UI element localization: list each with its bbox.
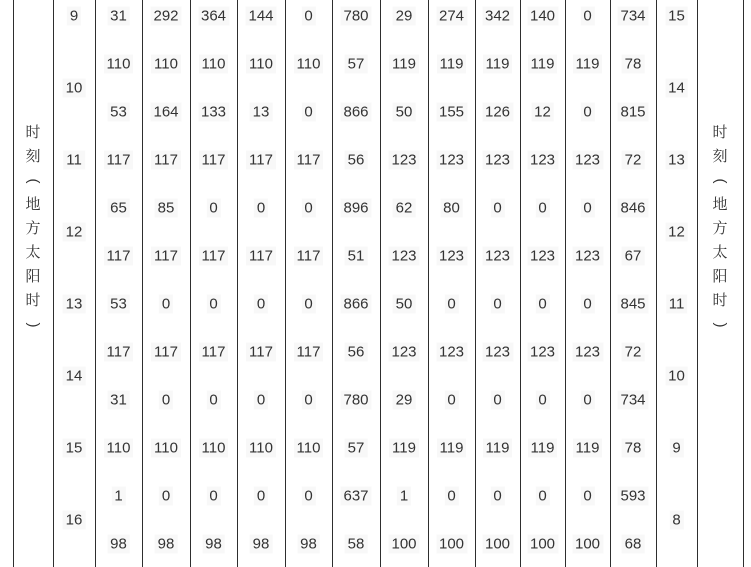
grid-line bbox=[190, 0, 191, 567]
grid-line bbox=[332, 0, 333, 567]
table-cell: 123 bbox=[388, 247, 419, 266]
grid-line bbox=[95, 0, 96, 567]
axis-char: 刻 bbox=[25, 148, 41, 165]
table-cell: 110 bbox=[151, 439, 181, 458]
table-cell: 292 bbox=[150, 7, 181, 26]
table-cell: 117 bbox=[104, 151, 134, 170]
table-cell: 123 bbox=[527, 343, 558, 362]
table-cell: 274 bbox=[436, 7, 467, 26]
table-cell: 119 bbox=[437, 439, 467, 458]
table-cell: 85 bbox=[155, 199, 178, 218]
table-cell: 110 bbox=[246, 55, 276, 74]
axis-char: 地 bbox=[712, 196, 728, 213]
table-cell: 57 bbox=[345, 439, 368, 458]
table-cell: 0 bbox=[254, 391, 268, 410]
grid-line bbox=[656, 0, 657, 567]
table-cell: 0 bbox=[535, 487, 549, 506]
table-cell: 780 bbox=[340, 7, 371, 26]
table-cell: 0 bbox=[535, 295, 549, 314]
hour-label: 12 bbox=[665, 223, 688, 242]
table-cell: 117 bbox=[104, 247, 134, 266]
grid-line bbox=[13, 0, 14, 567]
table-cell: 110 bbox=[294, 55, 324, 74]
table-cell: 51 bbox=[345, 247, 368, 266]
table-cell: 123 bbox=[436, 151, 467, 170]
table-cell: 117 bbox=[151, 343, 181, 362]
table-cell: 78 bbox=[622, 439, 645, 458]
table-cell: 155 bbox=[436, 103, 467, 122]
table-cell: 68 bbox=[622, 535, 645, 554]
grid-line bbox=[610, 0, 611, 567]
table-cell: 0 bbox=[206, 295, 220, 314]
axis-char: ) bbox=[712, 322, 729, 328]
table-cell: 100 bbox=[527, 535, 558, 554]
table-cell: 896 bbox=[340, 199, 371, 218]
table-cell: 123 bbox=[388, 151, 419, 170]
hour-label: 9 bbox=[67, 7, 81, 26]
table-cell: 72 bbox=[622, 343, 645, 362]
table-cell: 123 bbox=[482, 247, 513, 266]
table-cell: 0 bbox=[444, 295, 458, 314]
table-cell: 119 bbox=[528, 55, 558, 74]
table-cell: 866 bbox=[340, 295, 371, 314]
table-cell: 119 bbox=[573, 439, 603, 458]
grid-line bbox=[697, 0, 698, 567]
table-cell: 364 bbox=[198, 7, 229, 26]
table-cell: 119 bbox=[389, 439, 419, 458]
table-cell: 164 bbox=[150, 103, 181, 122]
table-cell: 140 bbox=[527, 7, 558, 26]
hour-label: 8 bbox=[669, 511, 683, 530]
table-cell: 110 bbox=[104, 439, 134, 458]
grid-line bbox=[743, 0, 744, 567]
left-axis-vertical-label bbox=[24, 121, 42, 337]
table-cell: 117 bbox=[294, 343, 324, 362]
table-cell: 0 bbox=[444, 391, 458, 410]
table-cell: 12 bbox=[531, 103, 554, 122]
axis-char: 阳 bbox=[25, 268, 41, 285]
table-cell: 56 bbox=[345, 151, 368, 170]
table-cell: 31 bbox=[107, 391, 130, 410]
table-cell: 56 bbox=[345, 343, 368, 362]
table-cell: 0 bbox=[301, 295, 315, 314]
table-cell: 0 bbox=[535, 199, 549, 218]
table-cell: 98 bbox=[107, 535, 130, 554]
table-cell: 98 bbox=[155, 535, 178, 554]
grid-line bbox=[475, 0, 476, 567]
table-cell: 117 bbox=[246, 343, 276, 362]
axis-char: ( bbox=[712, 178, 729, 184]
axis-char: 地 bbox=[25, 196, 41, 213]
table-cell: 119 bbox=[528, 439, 558, 458]
hour-label: 14 bbox=[63, 367, 86, 386]
table-cell: 57 bbox=[345, 55, 368, 74]
table-cell: 593 bbox=[617, 487, 648, 506]
right-axis-vertical-label bbox=[711, 121, 729, 337]
grid-line bbox=[53, 0, 54, 567]
table-cell: 100 bbox=[436, 535, 467, 554]
table-cell: 119 bbox=[437, 55, 467, 74]
table-cell: 119 bbox=[389, 55, 419, 74]
table-cell: 0 bbox=[206, 199, 220, 218]
table-cell: 110 bbox=[151, 55, 181, 74]
table-cell: 734 bbox=[617, 391, 648, 410]
table-cell: 123 bbox=[572, 247, 603, 266]
table-cell: 0 bbox=[206, 487, 220, 506]
table-cell: 0 bbox=[580, 487, 594, 506]
table-cell: 117 bbox=[199, 247, 229, 266]
table-cell: 0 bbox=[254, 295, 268, 314]
table-cell: 98 bbox=[297, 535, 320, 554]
table-cell: 117 bbox=[199, 343, 229, 362]
table-cell: 100 bbox=[388, 535, 419, 554]
table-cell: 119 bbox=[483, 55, 513, 74]
hour-label: 10 bbox=[665, 367, 688, 386]
axis-char: ( bbox=[25, 178, 42, 184]
table-cell: 119 bbox=[573, 55, 603, 74]
table-cell: 117 bbox=[151, 247, 181, 266]
table-cell: 0 bbox=[159, 391, 173, 410]
table-cell: 80 bbox=[440, 199, 463, 218]
table-cell: 13 bbox=[250, 103, 273, 122]
table-cell: 342 bbox=[482, 7, 513, 26]
table-cell: 117 bbox=[294, 247, 324, 266]
axis-char: 太 bbox=[712, 244, 728, 261]
table-cell: 0 bbox=[444, 487, 458, 506]
hour-label: 12 bbox=[63, 223, 86, 242]
axis-char: 时 bbox=[712, 124, 728, 141]
axis-char: 刻 bbox=[712, 148, 728, 165]
hour-label: 9 bbox=[669, 439, 683, 458]
table-cell: 0 bbox=[580, 103, 594, 122]
hour-label: 13 bbox=[63, 295, 86, 314]
table-cell: 123 bbox=[572, 343, 603, 362]
table-cell: 117 bbox=[294, 151, 324, 170]
table-cell: 0 bbox=[490, 199, 504, 218]
table-cell: 67 bbox=[622, 247, 645, 266]
table-cell: 0 bbox=[254, 487, 268, 506]
table-cell: 117 bbox=[246, 151, 276, 170]
table-cell: 110 bbox=[199, 55, 229, 74]
table-cell: 0 bbox=[301, 487, 315, 506]
table-cell: 72 bbox=[622, 151, 645, 170]
table-cell: 845 bbox=[617, 295, 648, 314]
table-cell: 144 bbox=[245, 7, 276, 26]
table-cell: 866 bbox=[340, 103, 371, 122]
hour-label: 15 bbox=[63, 439, 86, 458]
table-cell: 0 bbox=[580, 7, 594, 26]
hour-label: 11 bbox=[666, 295, 688, 314]
grid-line bbox=[565, 0, 566, 567]
table-cell: 0 bbox=[490, 391, 504, 410]
table-cell: 780 bbox=[340, 391, 371, 410]
axis-char: 阳 bbox=[712, 268, 728, 285]
hour-label: 11 bbox=[63, 151, 85, 170]
table-cell: 123 bbox=[482, 343, 513, 362]
table-cell: 0 bbox=[535, 391, 549, 410]
hour-label: 14 bbox=[665, 79, 688, 98]
table-cell: 50 bbox=[393, 295, 416, 314]
table-cell: 123 bbox=[572, 151, 603, 170]
table-cell: 0 bbox=[301, 103, 315, 122]
table-cell: 0 bbox=[490, 295, 504, 314]
axis-char: ) bbox=[25, 322, 42, 328]
table-cell: 117 bbox=[151, 151, 181, 170]
table-cell: 65 bbox=[107, 199, 130, 218]
table-cell: 98 bbox=[250, 535, 273, 554]
table-cell: 133 bbox=[198, 103, 229, 122]
table-cell: 0 bbox=[580, 295, 594, 314]
table-cell: 53 bbox=[107, 295, 130, 314]
table-cell: 98 bbox=[202, 535, 225, 554]
table-cell: 0 bbox=[301, 7, 315, 26]
table-cell: 78 bbox=[622, 55, 645, 74]
table-cell: 0 bbox=[206, 391, 220, 410]
table-cell: 846 bbox=[617, 199, 648, 218]
table-cell: 100 bbox=[572, 535, 603, 554]
grid-line bbox=[380, 0, 381, 567]
table-cell: 53 bbox=[107, 103, 130, 122]
table-cell: 0 bbox=[254, 199, 268, 218]
table-cell: 110 bbox=[246, 439, 276, 458]
table-cell: 123 bbox=[388, 343, 419, 362]
table-cell: 119 bbox=[483, 439, 513, 458]
table-cell: 110 bbox=[104, 55, 134, 74]
hour-label: 10 bbox=[63, 79, 86, 98]
axis-char: 时 bbox=[25, 124, 41, 141]
grid-line bbox=[428, 0, 429, 567]
axis-char: 太 bbox=[25, 244, 41, 261]
table-cell: 0 bbox=[580, 391, 594, 410]
table-cell: 123 bbox=[436, 247, 467, 266]
table-cell: 637 bbox=[340, 487, 371, 506]
grid-line bbox=[237, 0, 238, 567]
table-cell: 0 bbox=[159, 295, 173, 314]
hour-label: 13 bbox=[665, 151, 688, 170]
axis-char: 方 bbox=[25, 220, 41, 237]
table-cell: 123 bbox=[527, 247, 558, 266]
grid-line bbox=[520, 0, 521, 567]
table-cell: 0 bbox=[159, 487, 173, 506]
hour-label: 16 bbox=[63, 511, 86, 530]
grid-line bbox=[142, 0, 143, 567]
table-cell: 58 bbox=[345, 535, 368, 554]
axis-char: 时 bbox=[712, 292, 728, 309]
table-cell: 110 bbox=[294, 439, 324, 458]
axis-char: 方 bbox=[712, 220, 728, 237]
table-cell: 126 bbox=[482, 103, 513, 122]
table-cell: 0 bbox=[580, 199, 594, 218]
table-cell: 123 bbox=[436, 343, 467, 362]
table-cell: 29 bbox=[393, 7, 416, 26]
table-cell: 117 bbox=[104, 343, 134, 362]
table-cell: 123 bbox=[482, 151, 513, 170]
table-cell: 50 bbox=[393, 103, 416, 122]
table-cell: 117 bbox=[199, 151, 229, 170]
table-cell: 110 bbox=[199, 439, 229, 458]
table-cell: 62 bbox=[393, 199, 416, 218]
table-cell: 0 bbox=[301, 391, 315, 410]
table-cell: 123 bbox=[527, 151, 558, 170]
hour-label: 15 bbox=[665, 7, 688, 26]
table-cell: 815 bbox=[617, 103, 648, 122]
table-cell: 0 bbox=[490, 487, 504, 506]
table-cell: 734 bbox=[617, 7, 648, 26]
table-cell: 0 bbox=[301, 199, 315, 218]
table-cell: 29 bbox=[393, 391, 416, 410]
table-cell: 100 bbox=[482, 535, 513, 554]
table-cell: 1 bbox=[111, 487, 125, 506]
table-cell: 31 bbox=[107, 7, 130, 26]
table-cell: 1 bbox=[397, 487, 411, 506]
axis-char: 时 bbox=[25, 292, 41, 309]
grid-line bbox=[285, 0, 286, 567]
table-cell: 117 bbox=[246, 247, 276, 266]
